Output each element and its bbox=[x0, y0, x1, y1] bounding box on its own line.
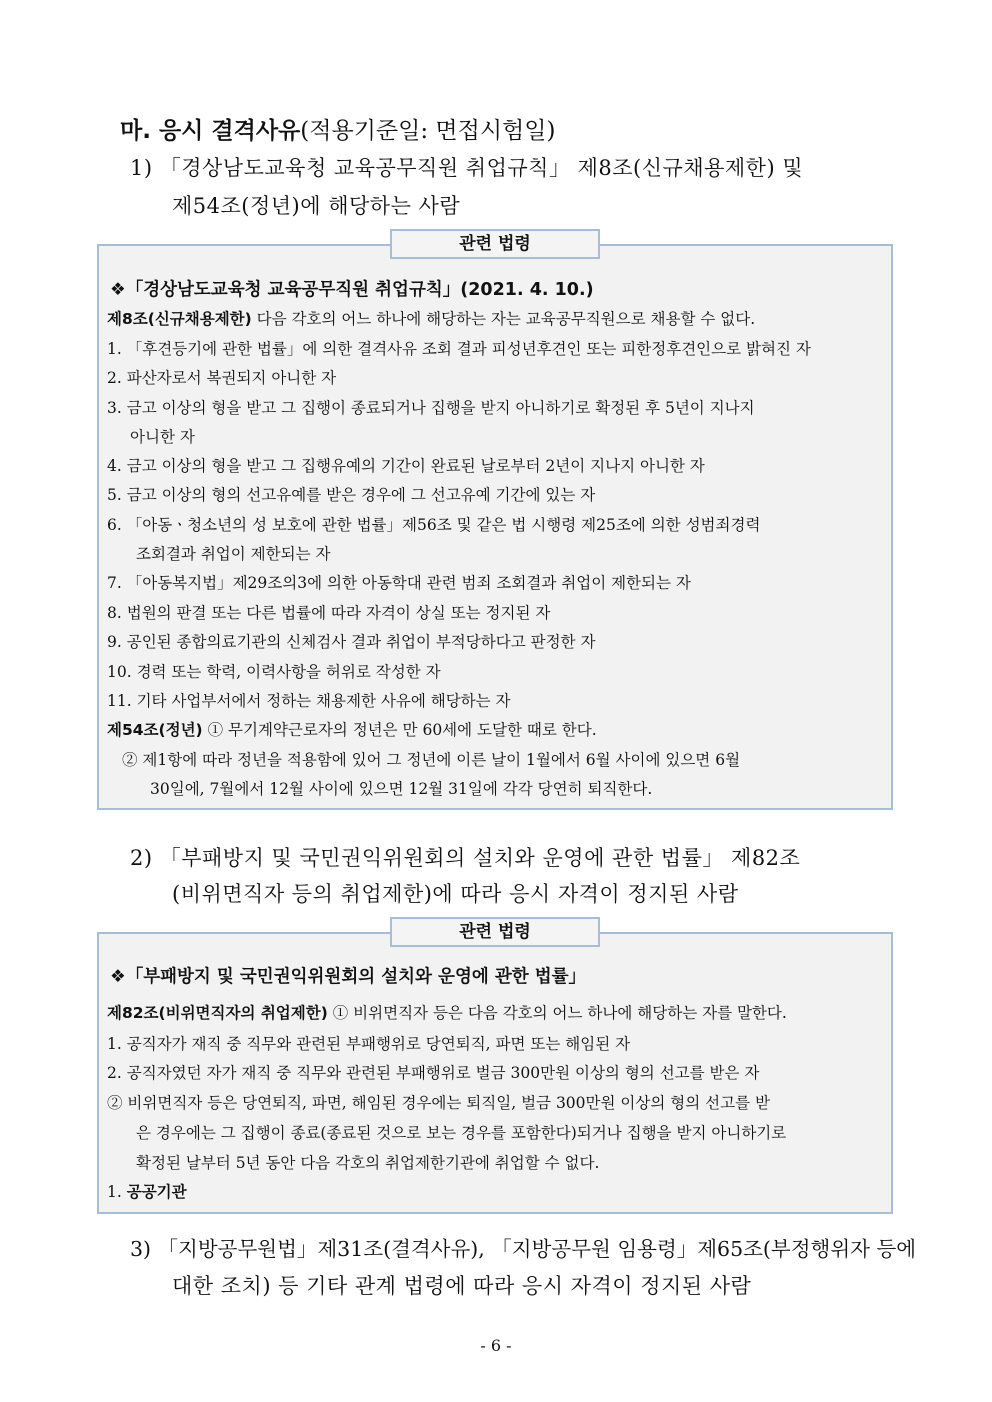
section-heading bbox=[120, 112, 555, 145]
article-54-text: ① 무기계약근로자의 정년은 만 60세에 도달한 때로 한다. bbox=[202, 721, 597, 739]
article-82-heading: 제82조(비위면직자의 취업제한) bbox=[107, 1004, 328, 1022]
article-8-heading: 제8조(신규채용제한) bbox=[107, 310, 252, 328]
article-82-item-1-text: 공공기관 bbox=[126, 1183, 187, 1201]
item-2-line2: (비위면직자 등의 취업제한)에 따라 응시 자격이 정지된 사람 bbox=[172, 882, 739, 906]
item-3-line1: 3) 「지방공무원법」제31조(결격사유), 「지방공무원 임용령」제65조(부정행위자 등에 bbox=[130, 1237, 917, 1261]
article-54-para-2-cont: 30일에, 7월에서 12월 사이에 있으면 12월 31일에 각각 당연히 퇴직한다. bbox=[150, 780, 653, 798]
item-1-line1: 1) 「경상남도교육청 교육공무직원 취업규칙」 제8조(신규채용제한) 및 bbox=[130, 156, 804, 180]
article-82 bbox=[107, 1001, 787, 1023]
article-8-line-7: 7. 「아동복지법」제29조의3에 의한 아동학대 관련 범죄 조회결과 취업이 제한되는 자 bbox=[107, 574, 691, 592]
law-box-2-tab: 관련 법령 bbox=[390, 917, 600, 947]
article-8-line-6-cont: 조회결과 취업이 제한되는 자 bbox=[136, 545, 331, 563]
article-8-line-4: 4. 금고 이상의 형을 받고 그 집행유예의 기간이 완료된 날로부터 2년이 지나지 아니한 자 bbox=[107, 457, 705, 475]
article-82-item-1-number: 1. bbox=[107, 1183, 127, 1201]
article-82-para-2-cont2: 확정된 날부터 5년 동안 다음 각호의 취업제한기관에 취업할 수 없다. bbox=[136, 1154, 600, 1172]
article-8-line-11: 11. 기타 사업부서에서 정하는 채용제한 사유에 해당하는 자 bbox=[107, 692, 511, 710]
article-82-para-2: ② 비위면직자 등은 당연퇴직, 파면, 해임된 경우에는 퇴직일, 벌금 300만원 이상의 형의 선고를 받 bbox=[107, 1094, 770, 1112]
article-82-line-1: 1. 공직자가 재직 중 직무와 관련된 부패행위로 당연퇴직, 파면 또는 해임된 자 bbox=[107, 1035, 631, 1053]
law-box-1-tab: 관련 법령 bbox=[390, 229, 600, 259]
article-54 bbox=[107, 718, 597, 740]
article-8-line-9: 9. 공인된 종합의료기관의 신체검사 결과 취업이 부적당하다고 판정한 자 bbox=[107, 633, 596, 651]
article-8 bbox=[107, 307, 755, 329]
article-8-line-3-cont: 아니한 자 bbox=[130, 428, 195, 446]
article-8-line-1: 1. 「후견등기에 관한 법률」에 의한 결격사유 조회 결과 피성년후견인 또는 피한정후견인으로 밝혀진 자 bbox=[107, 340, 811, 358]
article-8-text: 다음 각호의 어느 하나에 해당하는 자는 교육공무직원으로 채용할 수 없다. bbox=[251, 310, 756, 328]
page-number: - 6 - bbox=[480, 1336, 512, 1355]
article-54-para-2: ② 제1항에 따라 정년을 적용함에 있어 그 정년에 이른 날이 1월에서 6월 사이에 있으면 6월 bbox=[122, 751, 741, 769]
item-2-line1: 2) 「부패방지 및 국민권익위원회의 설치와 운영에 관한 법률」 제82조 bbox=[130, 846, 801, 870]
article-8-line-6: 6. 「아동ㆍ청소년의 성 보호에 관한 법률」제56조 및 같은 법 시행령 제25조에 의한 성범죄경력 bbox=[107, 516, 761, 534]
article-54-heading: 제54조(정년) bbox=[107, 721, 203, 739]
article-82-text: ① 비위면직자 등은 다음 각호의 어느 하나에 해당하는 자를 말한다. bbox=[327, 1004, 787, 1022]
item-3-line2: 대한 조치) 등 기타 관계 법령에 따라 응시 자격이 정지된 사람 bbox=[172, 1274, 752, 1298]
item-1-line2: 제54조(정년)에 해당하는 사람 bbox=[172, 194, 461, 218]
article-82-line-2: 2. 공직자였던 자가 재직 중 직무와 관련된 부패행위로 벌금 300만원 이상의 형의 선고를 받은 자 bbox=[107, 1064, 760, 1082]
article-82-item-1 bbox=[107, 1180, 187, 1202]
article-8-line-5: 5. 금고 이상의 형의 선고유예를 받은 경우에 그 선고유예 기간에 있는 자 bbox=[107, 486, 596, 504]
article-82-para-2-cont1: 은 경우에는 그 집행이 종료(종료된 것으로 보는 경우를 포함한다)되거나 집행을 받지 아니하기로 bbox=[136, 1124, 787, 1142]
section-heading-bold: 마. 응시 결격사유 bbox=[120, 118, 301, 144]
law-box-1-title: ❖「경상남도교육청 교육공무직원 취업규칙」(2021. 4. 10.) bbox=[110, 280, 594, 300]
section-heading-note: (적용기준일: 면접시험일) bbox=[300, 118, 556, 144]
article-8-line-8: 8. 법원의 판결 또는 다른 법률에 따라 자격이 상실 또는 정지된 자 bbox=[107, 604, 551, 622]
law-box-2-title: ❖「부패방지 및 국민권익위원회의 설치와 운영에 관한 법률」 bbox=[110, 967, 587, 987]
article-8-line-3: 3. 금고 이상의 형을 받고 그 집행이 종료되거나 집행을 받지 아니하기로 확정된 후 5년이 지나지 bbox=[107, 399, 755, 417]
article-8-line-2: 2. 파산자로서 복권되지 아니한 자 bbox=[107, 369, 337, 387]
article-8-line-10: 10. 경력 또는 학력, 이력사항을 허위로 작성한 자 bbox=[107, 663, 441, 681]
